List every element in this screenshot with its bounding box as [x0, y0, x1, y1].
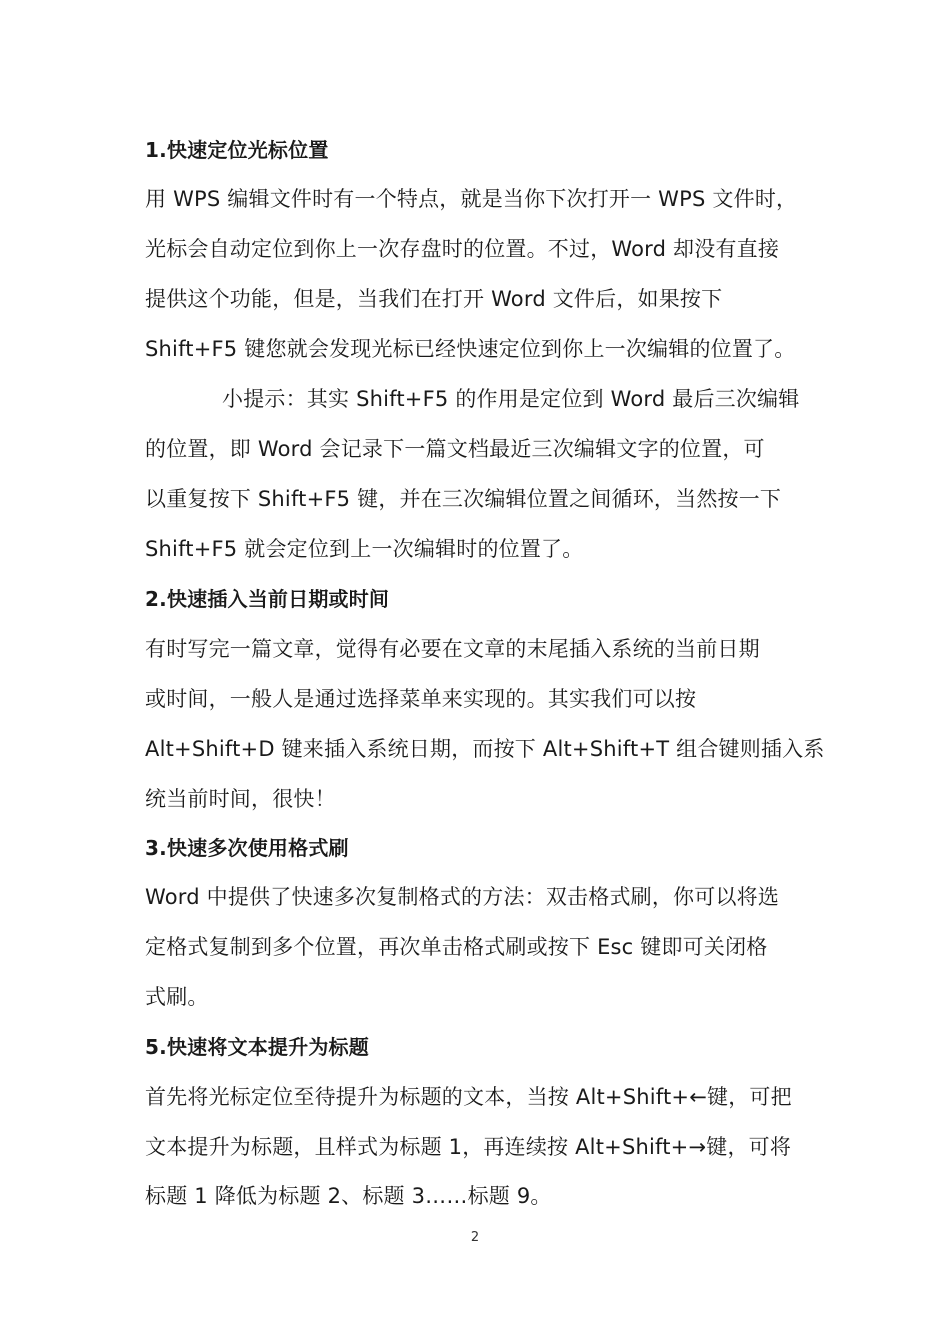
paragraph-line: 用 WPS 编辑文件时有一个特点，就是当你下次打开一 WPS 文件时，: [145, 187, 798, 211]
section-heading: 5.快速将文本提升为标题: [145, 1035, 369, 1059]
page-number: 2: [470, 1230, 480, 1245]
section-heading: 1.快速定位光标位置: [145, 138, 329, 162]
paragraph-line: Word 中提供了快速多次复制格式的方法：双击格式刷，你可以将选: [145, 885, 780, 909]
paragraph-line: Alt+Shift+D 键来插入系统日期，而按下 Alt+Shift+T 组合键则插入系: [145, 737, 825, 761]
paragraph-line: 或时间，一般人是通过选择菜单来实现的。其实我们可以按: [145, 687, 697, 711]
section-heading: 2.快速插入当前日期或时间: [145, 587, 390, 611]
paragraph-line: 有时写完一篇文章，觉得有必要在文章的末尾插入系统的当前日期: [145, 637, 760, 661]
paragraph-line: 首先将光标定位至待提升为标题的文本，当按 Alt+Shift+←键，可把: [145, 1085, 792, 1109]
paragraph-line: Shift+F5 键您就会发现光标已经快速定位到你上一次编辑的位置了。: [145, 337, 796, 361]
paragraph-line: 式刷。: [145, 985, 209, 1009]
paragraph-line: 定格式复制到多个位置，再次单击格式刷或按下 Esc 键即可关闭格: [145, 935, 768, 959]
tip-line: 以重复按下 Shift+F5 键，并在三次编辑位置之间循环，当然按一下: [145, 487, 782, 511]
paragraph-line: 提供这个功能，但是，当我们在打开 Word 文件后，如果按下: [145, 287, 723, 311]
paragraph-line: 统当前时间，很快！: [145, 787, 336, 811]
paragraph-line: 光标会自动定位到你上一次存盘时的位置。不过，Word 却没有直接: [145, 237, 780, 261]
paragraph-line: 文本提升为标题，且样式为标题 1，再连续按 Alt+Shift+→键，可将: [145, 1135, 792, 1159]
tip-line: 小提示：其实 Shift+F5 的作用是定位到 Word 最后三次编辑: [222, 387, 800, 411]
tip-line: Shift+F5 就会定位到上一次编辑时的位置了。: [145, 537, 584, 561]
tip-line: 的位置，即 Word 会记录下一篇文档最近三次编辑文字的位置，可: [145, 437, 765, 461]
paragraph-line: 标题 1 降低为标题 2、标题 3……标题 9。: [145, 1184, 552, 1208]
section-heading: 3.快速多次使用格式刷: [145, 836, 349, 860]
